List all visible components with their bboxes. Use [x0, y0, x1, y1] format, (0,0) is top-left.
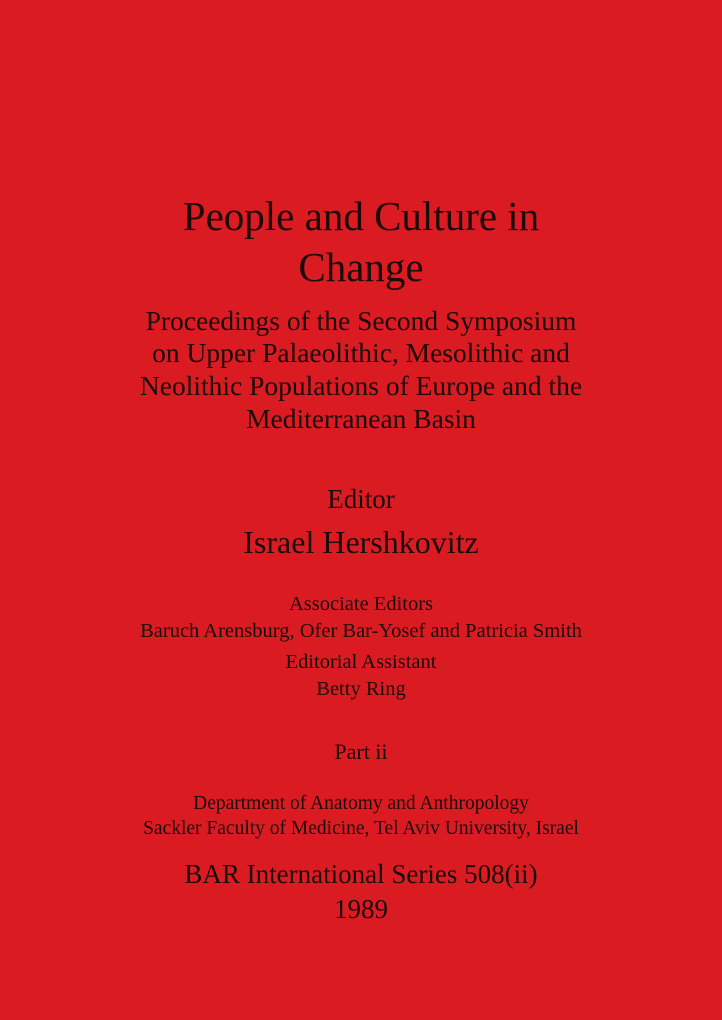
subtitle-line-2: on Upper Palaeolithic, Mesolithic and	[152, 337, 570, 368]
subtitle-line-4: Mediterranean Basin	[246, 403, 476, 434]
department-line-1: Department of Anatomy and Anthropology	[193, 793, 529, 814]
editorial-assistant-name: Betty Ring	[316, 678, 406, 700]
editorial-assistant-label: Editorial Assistant	[285, 651, 437, 673]
associate-editors-names: Baruch Arensburg, Ofer Bar-Yosef and Patricia Smith	[140, 620, 582, 642]
department-line-2: Sackler Faculty of Medicine, Tel Aviv University, Israel	[143, 818, 579, 839]
subtitle-line-1: Proceedings of the Second Symposium	[145, 305, 577, 336]
title-line-2: Change	[298, 244, 424, 290]
subtitle-line-3: Neolithic Populations of Europe and the	[139, 370, 583, 401]
part-label: Part ii	[334, 739, 388, 764]
publication-year: 1989	[334, 894, 388, 924]
series-label: BAR International Series 508(ii)	[184, 859, 538, 889]
editor-label: Editor	[327, 484, 395, 514]
title-line-1: People and Culture in	[182, 193, 540, 239]
editor-name: Israel Hershkovitz	[243, 524, 479, 560]
associate-editors-label: Associate Editors	[288, 593, 434, 615]
